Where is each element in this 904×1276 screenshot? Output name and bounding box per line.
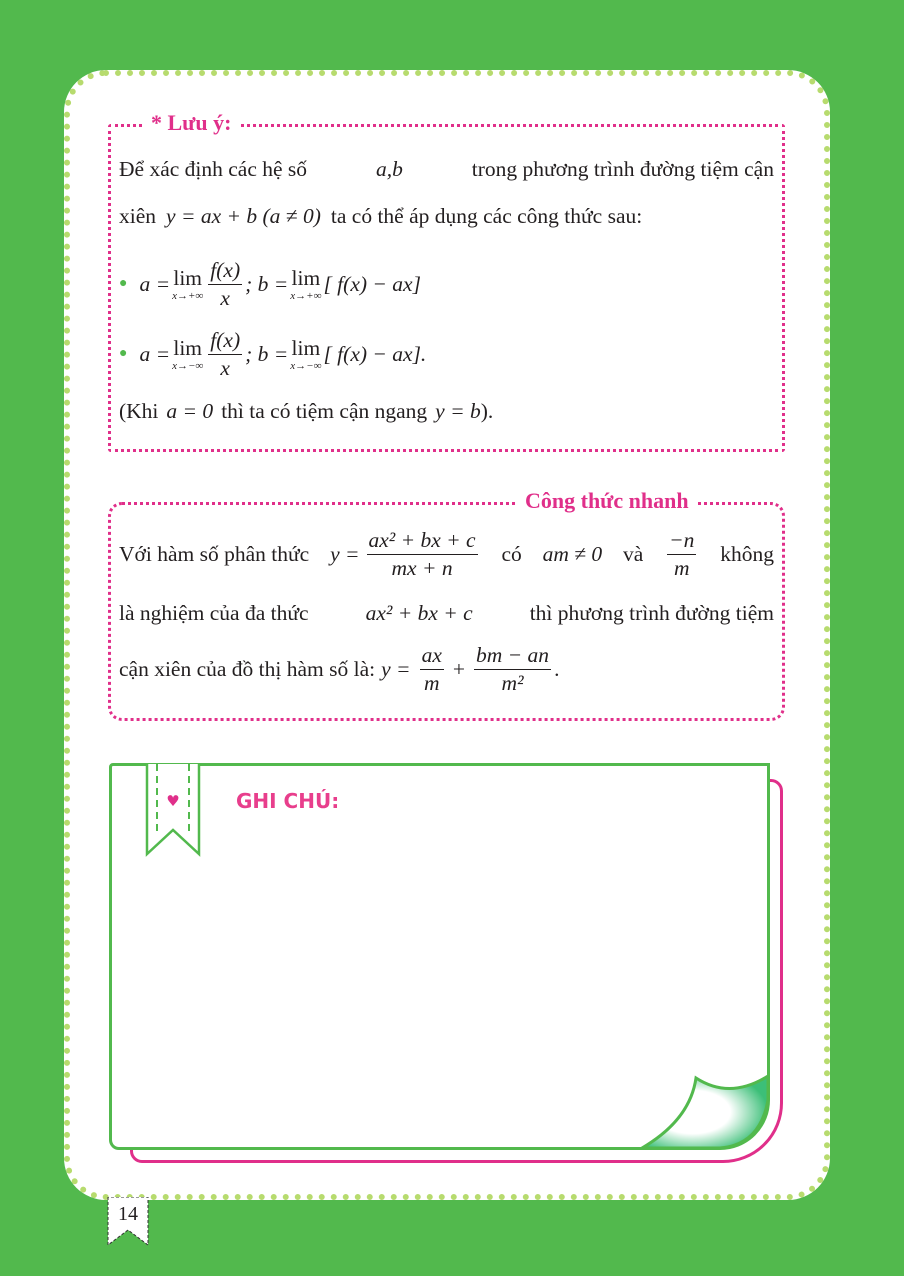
quick-title: Công thức nhanh bbox=[517, 488, 697, 514]
math: [ f(x) − ax] bbox=[323, 271, 421, 296]
math: a = bbox=[139, 341, 171, 366]
text: thì phương trình đường tiệm bbox=[529, 601, 774, 625]
denominator: m bbox=[674, 555, 690, 580]
text: Với hàm số phân thức bbox=[119, 541, 310, 566]
text: xiên bbox=[119, 204, 157, 228]
quick-line-1 bbox=[119, 527, 774, 582]
note-box bbox=[108, 110, 785, 452]
numerator: f(x) bbox=[208, 327, 242, 355]
math: [ f(x) − ax]. bbox=[323, 341, 427, 366]
fraction bbox=[420, 642, 444, 697]
text: có bbox=[501, 541, 522, 566]
note-line-5 bbox=[119, 399, 774, 424]
quick-line-2 bbox=[119, 601, 774, 626]
math: y = bbox=[381, 656, 411, 681]
text: Để xác định các hệ số bbox=[119, 157, 308, 181]
numerator: f(x) bbox=[208, 257, 242, 285]
notes-title: GHI CHÚ: bbox=[236, 789, 340, 813]
note-line-2 bbox=[119, 204, 774, 229]
text: cận xiên của đồ thị hàm số là: bbox=[119, 656, 376, 681]
note-line-1 bbox=[119, 157, 774, 182]
fraction bbox=[208, 257, 242, 312]
bullet-icon: ● bbox=[119, 346, 128, 362]
formula-minus-infinity bbox=[119, 327, 774, 382]
page-number-ribbon bbox=[107, 1197, 149, 1246]
math: y = b bbox=[435, 399, 481, 423]
page-number: 14 bbox=[118, 1203, 138, 1225]
limit bbox=[290, 336, 321, 372]
text: ). bbox=[480, 399, 494, 423]
limit bbox=[172, 336, 203, 372]
math: + bbox=[452, 656, 466, 681]
denominator: mx + n bbox=[391, 555, 453, 580]
fraction bbox=[667, 527, 696, 582]
text: thì ta có tiệm cận ngang bbox=[221, 399, 428, 423]
denominator: m² bbox=[501, 670, 524, 695]
lim-sub: x→−∞ bbox=[172, 360, 204, 373]
numerator: ax bbox=[420, 642, 444, 670]
lim: lim bbox=[291, 336, 321, 361]
math: . bbox=[554, 656, 560, 681]
lim: lim bbox=[173, 266, 203, 291]
quick-formula-box bbox=[108, 488, 785, 721]
math: y = ax + b (a ≠ 0) bbox=[166, 204, 321, 228]
quick-line-3 bbox=[119, 642, 774, 697]
lim: lim bbox=[173, 336, 203, 361]
numerator: bm − an bbox=[474, 642, 551, 670]
bullet-icon: ● bbox=[119, 276, 128, 292]
text: và bbox=[623, 541, 644, 566]
limit bbox=[290, 266, 321, 302]
math: am ≠ 0 bbox=[542, 541, 603, 566]
note-title: * Lưu ý: bbox=[143, 110, 239, 136]
lim-sub: x→+∞ bbox=[290, 290, 322, 303]
numerator: ax² + bx + c bbox=[367, 527, 478, 555]
fraction bbox=[367, 527, 478, 582]
formula-plus-infinity bbox=[119, 257, 774, 312]
text: không bbox=[720, 541, 774, 566]
math: a,b bbox=[375, 157, 403, 181]
bookmark-icon bbox=[145, 764, 203, 858]
math: ; b = bbox=[245, 271, 289, 296]
svg-text:♥: ♥ bbox=[166, 792, 180, 810]
fraction bbox=[208, 327, 242, 382]
text: ta có thể áp dụng các công thức sau: bbox=[330, 204, 643, 228]
numerator: −n bbox=[667, 527, 696, 555]
lim-sub: x→−∞ bbox=[290, 360, 322, 373]
lim-sub: x→+∞ bbox=[172, 290, 204, 303]
fraction bbox=[474, 642, 551, 697]
math: y = bbox=[330, 541, 360, 566]
math: ; b = bbox=[245, 341, 289, 366]
page-curl-icon bbox=[640, 1070, 770, 1152]
denominator: m bbox=[423, 670, 440, 695]
text: là nghiệm của đa thức bbox=[119, 601, 309, 625]
lim: lim bbox=[291, 266, 321, 291]
denominator: x bbox=[220, 285, 230, 310]
text: (Khi bbox=[119, 399, 159, 423]
denominator: x bbox=[220, 355, 230, 380]
math: a = bbox=[139, 271, 171, 296]
math: a = 0 bbox=[166, 399, 214, 423]
limit bbox=[172, 266, 203, 302]
text: trong phương trình đường tiệm cận bbox=[471, 157, 774, 181]
math: ax² + bx + c bbox=[365, 601, 473, 625]
